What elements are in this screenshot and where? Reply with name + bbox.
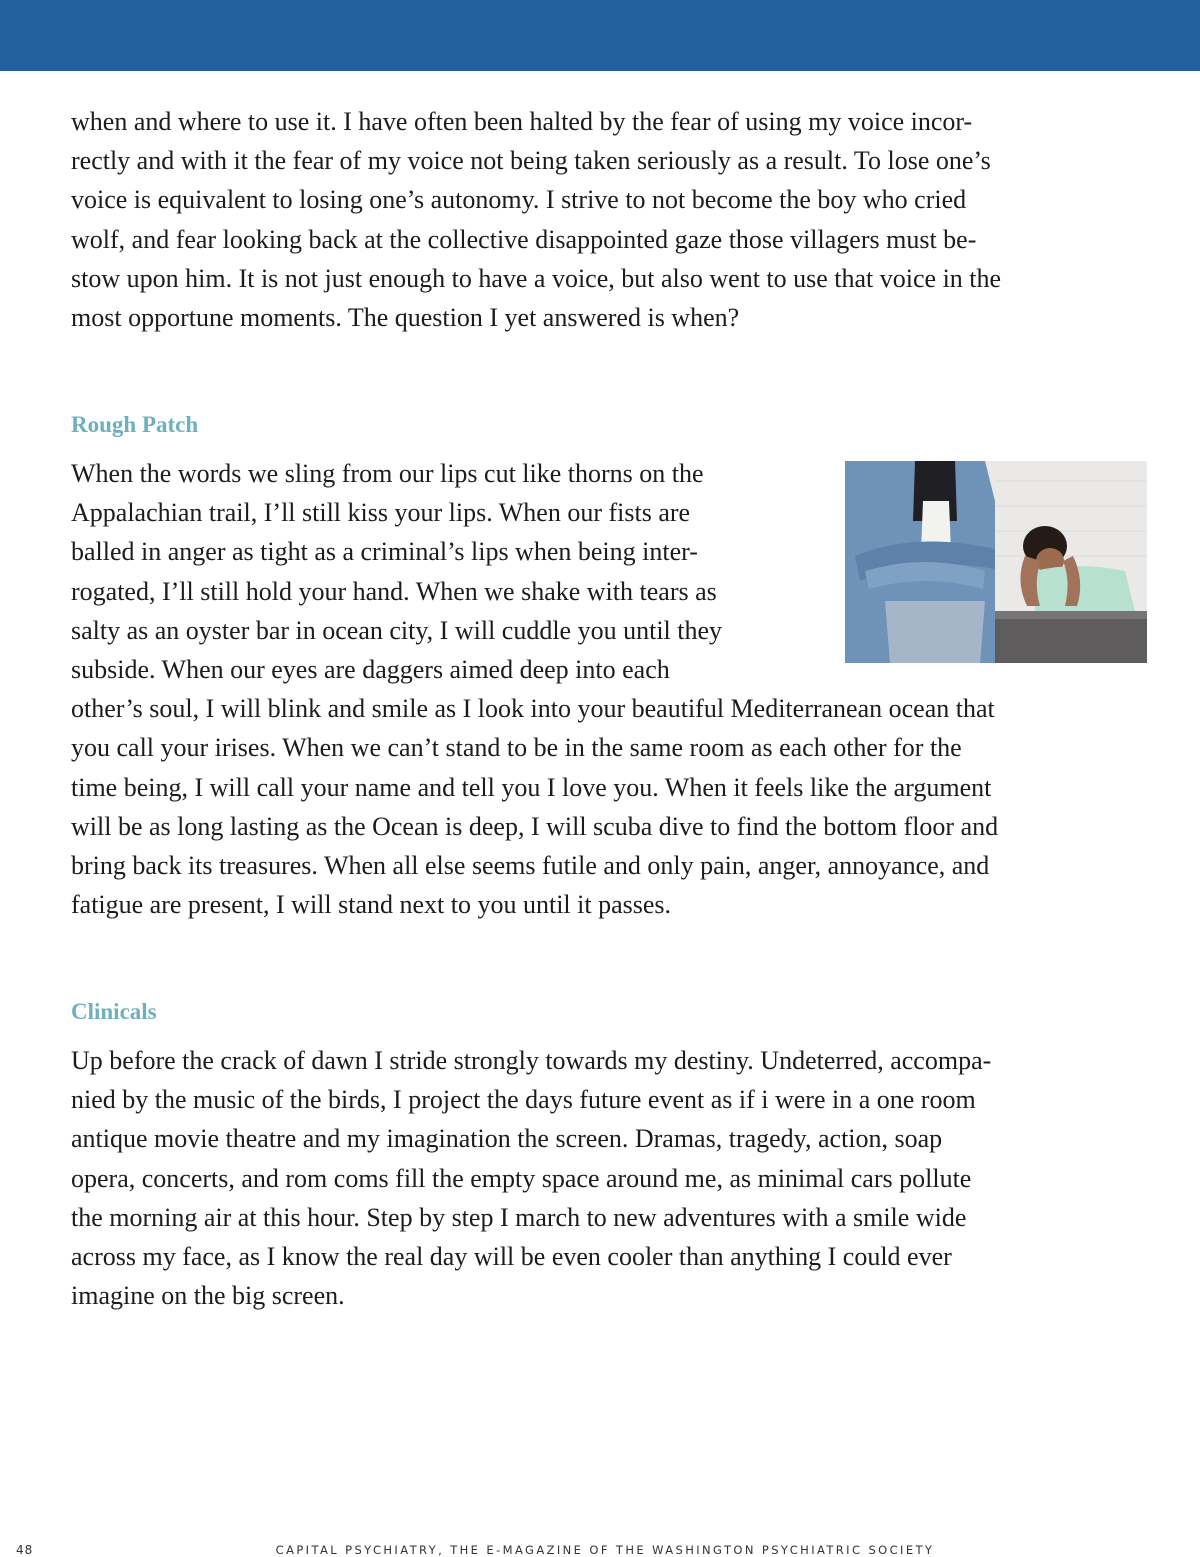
rough-patch-paragraph: [71, 454, 1131, 924]
clinicals-line: nied by the music of the birds, I project the days future event as if i were in a one room: [71, 1085, 976, 1115]
rough-patch-line: will be as long lasting as the Ocean is deep, I will scuba dive to find the bottom floor and: [71, 811, 999, 841]
rough-patch-line: Appalachian trail, I’ll still kiss your lips. When our fists are: [71, 498, 691, 528]
intro-paragraph: [71, 102, 1131, 337]
clinicals-paragraph: [71, 1041, 1131, 1315]
rough-patch-line: time being, I will call your name and tell you I love you. When it feels like the argument: [71, 772, 992, 802]
clinicals-line: Up before the crack of dawn I stride strongly towards my destiny. Undeterred, accompa-: [71, 1046, 992, 1075]
clinicals-line: opera, concerts, and rom coms fill the empty space around me, as minimal cars pollute: [71, 1163, 972, 1193]
rough-patch-line: rogated, I’ll still hold your hand. When we shake with tears as: [71, 576, 717, 606]
intro-line: stow upon him. It is not just enough to have a voice, but also went to use that voice in the: [71, 263, 1002, 293]
intro-line: rectly and with it the fear of my voice not being taken seriously as a result. To lose one’s: [71, 146, 991, 176]
rough-patch-line: bring back its treasures. When all else seems futile and only pain, anger, annoyance, and: [71, 851, 990, 881]
clinicals-line: the morning air at this hour. Step by step I march to new adventures with a smile wide: [71, 1202, 967, 1232]
rough-patch-line: other’s soul, I will blink and smile as I look into your beautiful Mediterranean ocean that: [71, 694, 995, 724]
intro-line: wolf, and fear looking back at the collective disappointed gaze those villagers must be-: [71, 224, 977, 254]
clinicals-line: imagine on the big screen.: [71, 1281, 345, 1311]
intro-line: when and where to use it. I have often been halted by the fear of using my voice incor-: [71, 107, 973, 136]
rough-patch-line: When the words we sling from our lips cut like thorns on the: [71, 459, 704, 488]
rough-patch-line: salty as an oyster bar in ocean city, I will cuddle you until they: [71, 615, 723, 645]
intro-line: most opportune moments. The question I yet answered is when?: [71, 303, 740, 333]
rough-patch-line: fatigue are present, I will stand next to you until it passes.: [71, 890, 672, 920]
rough-patch-heading: Rough Patch: [71, 412, 199, 437]
clinicals-line: across my face, as I know the real day will be even cooler than anything I could ever: [71, 1242, 952, 1272]
page-number: 48: [16, 1543, 34, 1557]
rough-patch-line: you call your irises. When we can’t stand to be in the same room as each other for the: [71, 733, 962, 763]
rough-patch-line: balled in anger as tight as a criminal’s lips when being inter-: [71, 537, 698, 567]
header-bar: [0, 0, 1200, 71]
rough-patch-line: subside. When our eyes are daggers aimed deep into each: [71, 655, 670, 685]
clinicals-line: antique movie theatre and my imagination the screen. Dramas, tragedy, action, soap: [71, 1124, 943, 1154]
clinicals-heading: Clinicals: [71, 999, 157, 1024]
intro-line: voice is equivalent to losing one’s autonomy. I strive to not become the boy who cried: [71, 185, 967, 215]
publication-title: CAPITAL PSYCHIATRY, THE E-MAGAZINE OF THE WASHINGTON PSYCHIATRIC SOCIETY: [275, 1543, 935, 1557]
